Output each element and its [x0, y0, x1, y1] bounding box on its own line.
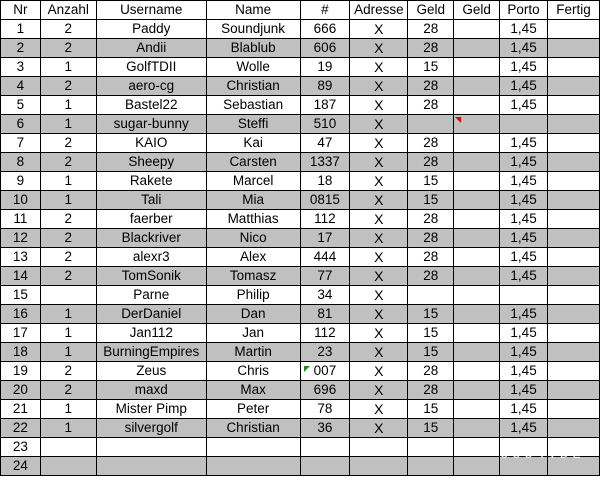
- cell-geld2[interactable]: [454, 153, 500, 172]
- cell-nr[interactable]: 9: [1, 172, 41, 191]
- cell-geld2[interactable]: [454, 191, 500, 210]
- cell-name[interactable]: Christian: [206, 77, 300, 96]
- cell-geld2[interactable]: [454, 267, 500, 286]
- cell-geld2[interactable]: [454, 419, 500, 438]
- table-row: [1, 134, 600, 153]
- column-header-anzahl[interactable]: Anzahl: [40, 1, 96, 20]
- cell-geld[interactable]: 15: [408, 419, 454, 438]
- cell-geld2[interactable]: [454, 20, 500, 39]
- cell-name[interactable]: Max: [206, 381, 300, 400]
- cell-hash[interactable]: 112: [300, 210, 350, 229]
- cell-name[interactable]: Martin: [206, 343, 300, 362]
- cell-porto[interactable]: 1,45: [500, 400, 548, 419]
- cell-hash[interactable]: 78: [300, 400, 350, 419]
- cell-username[interactable]: Zeus: [96, 362, 206, 381]
- cell-geld[interactable]: 28: [408, 229, 454, 248]
- cell-name[interactable]: Sebastian: [206, 96, 300, 115]
- cell-geld[interactable]: 28: [408, 248, 454, 267]
- column-header-geld[interactable]: Geld: [408, 1, 454, 20]
- cell-geld2[interactable]: [454, 229, 500, 248]
- cell-porto[interactable]: 1,45: [500, 362, 548, 381]
- cell-hash[interactable]: 1337: [300, 153, 350, 172]
- cell-fertig[interactable]: [548, 58, 600, 77]
- cell-adresse[interactable]: X: [350, 248, 408, 267]
- cell-nr[interactable]: 7: [1, 134, 41, 153]
- cell-adresse[interactable]: X: [350, 134, 408, 153]
- cell-geld2[interactable]: [454, 286, 500, 305]
- cell-name[interactable]: Matthias: [206, 210, 300, 229]
- cell-geld2[interactable]: [454, 58, 500, 77]
- cell-anzahl[interactable]: 1: [40, 58, 96, 77]
- cell-geld2[interactable]: [454, 343, 500, 362]
- cell-nr[interactable]: 2: [1, 39, 41, 58]
- cell-hash[interactable]: 34: [300, 286, 350, 305]
- cell-anzahl[interactable]: 2: [40, 134, 96, 153]
- cell-fertig[interactable]: [548, 210, 600, 229]
- cell-anzahl[interactable]: [40, 286, 96, 305]
- cell-adresse[interactable]: X: [350, 419, 408, 438]
- cell-adresse[interactable]: X: [350, 229, 408, 248]
- cell-geld2[interactable]: [454, 210, 500, 229]
- cell-username[interactable]: maxd: [96, 381, 206, 400]
- cell-adresse[interactable]: X: [350, 267, 408, 286]
- table-row: [1, 267, 600, 286]
- cell-geld[interactable]: 15: [408, 400, 454, 419]
- cell-adresse[interactable]: X: [350, 362, 408, 381]
- cell-username[interactable]: Blackriver: [96, 229, 206, 248]
- cell-anzahl[interactable]: 2: [40, 248, 96, 267]
- cell-hash[interactable]: 112: [300, 324, 350, 343]
- cell-adresse[interactable]: [350, 438, 408, 457]
- cell-hash[interactable]: 23: [300, 343, 350, 362]
- cell-hash[interactable]: 81: [300, 305, 350, 324]
- cell-username[interactable]: [96, 457, 206, 476]
- cell-nr[interactable]: 21: [1, 400, 41, 419]
- cell-nr[interactable]: 1: [1, 20, 41, 39]
- cell-username[interactable]: [96, 438, 206, 457]
- column-header-porto[interactable]: Porto: [500, 1, 548, 20]
- cell-nr[interactable]: 19: [1, 362, 41, 381]
- cell-username[interactable]: Andii: [96, 39, 206, 58]
- cell-hash[interactable]: 19: [300, 58, 350, 77]
- cell-adresse[interactable]: [350, 457, 408, 476]
- cell-geld[interactable]: [408, 286, 454, 305]
- cell-nr[interactable]: 8: [1, 153, 41, 172]
- cell-geld[interactable]: 28: [408, 267, 454, 286]
- cell-geld2[interactable]: [454, 248, 500, 267]
- table-body: [1, 20, 600, 476]
- cell-anzahl[interactable]: 2: [40, 381, 96, 400]
- cell-name[interactable]: Christian: [206, 419, 300, 438]
- table-row: [1, 96, 600, 115]
- cell-hash[interactable]: 77: [300, 267, 350, 286]
- table-row: [1, 153, 600, 172]
- cell-geld2[interactable]: [454, 438, 500, 457]
- cell-nr[interactable]: 23: [1, 438, 41, 457]
- cell-porto[interactable]: 1,45: [500, 77, 548, 96]
- cell-anzahl[interactable]: 1: [40, 96, 96, 115]
- table-row: [1, 343, 600, 362]
- column-header-hash[interactable]: #: [300, 1, 350, 20]
- cell-hash[interactable]: 187: [300, 96, 350, 115]
- cell-anzahl[interactable]: 2: [40, 39, 96, 58]
- cell-name[interactable]: Soundjunk: [206, 20, 300, 39]
- cell-adresse[interactable]: X: [350, 39, 408, 58]
- cell-username[interactable]: alexr3: [96, 248, 206, 267]
- cell-porto[interactable]: 1,45: [500, 210, 548, 229]
- cell-nr[interactable]: 14: [1, 267, 41, 286]
- cell-porto[interactable]: [500, 115, 548, 134]
- cell-geld[interactable]: 28: [408, 96, 454, 115]
- cell-anzahl[interactable]: 2: [40, 267, 96, 286]
- cell-porto[interactable]: 1,45: [500, 324, 548, 343]
- cell-geld[interactable]: 15: [408, 324, 454, 343]
- cell-porto[interactable]: [500, 286, 548, 305]
- cell-name[interactable]: Jan: [206, 324, 300, 343]
- header-row: [1, 1, 600, 20]
- cell-geld2[interactable]: [454, 172, 500, 191]
- table-row: [1, 419, 600, 438]
- cell-fertig[interactable]: [548, 77, 600, 96]
- cell-adresse[interactable]: X: [350, 20, 408, 39]
- cell-hash[interactable]: 606: [300, 39, 350, 58]
- cell-username[interactable]: BurningEmpires: [96, 343, 206, 362]
- column-header-adresse[interactable]: Adresse: [350, 1, 408, 20]
- cell-anzahl[interactable]: [40, 457, 96, 476]
- cell-fertig[interactable]: [548, 324, 600, 343]
- column-header-nr[interactable]: Nr: [1, 1, 41, 20]
- cell-porto[interactable]: 1,45: [500, 134, 548, 153]
- cell-nr[interactable]: 17: [1, 324, 41, 343]
- table-row: [1, 172, 600, 191]
- cell-name[interactable]: Nico: [206, 229, 300, 248]
- cell-adresse[interactable]: X: [350, 115, 408, 134]
- cell-geld[interactable]: 28: [408, 210, 454, 229]
- cell-username[interactable]: Sheepy: [96, 153, 206, 172]
- cell-nr[interactable]: 6: [1, 115, 41, 134]
- cell-hash[interactable]: 007: [300, 362, 350, 381]
- cell-porto[interactable]: 1,45: [500, 96, 548, 115]
- cell-nr[interactable]: 20: [1, 381, 41, 400]
- cell-fertig[interactable]: [548, 400, 600, 419]
- cell-geld[interactable]: 28: [408, 362, 454, 381]
- cell-porto[interactable]: 1,45: [500, 153, 548, 172]
- cell-name[interactable]: Philip: [206, 286, 300, 305]
- cell-nr[interactable]: 3: [1, 58, 41, 77]
- cell-nr[interactable]: 18: [1, 343, 41, 362]
- table-row: [1, 20, 600, 39]
- cell-porto[interactable]: 1,45: [500, 58, 548, 77]
- cell-geld2[interactable]: [454, 400, 500, 419]
- table-row: [1, 381, 600, 400]
- cell-porto[interactable]: 1,45: [500, 343, 548, 362]
- cell-hash[interactable]: 89: [300, 77, 350, 96]
- cell-geld[interactable]: 15: [408, 172, 454, 191]
- cell-nr[interactable]: 16: [1, 305, 41, 324]
- cell-fertig[interactable]: [548, 381, 600, 400]
- cell-username[interactable]: aero-cg: [96, 77, 206, 96]
- cell-anzahl[interactable]: 1: [40, 343, 96, 362]
- comment-marker-green[interactable]: [304, 366, 310, 372]
- cell-hash[interactable]: 47: [300, 134, 350, 153]
- cell-hash[interactable]: [300, 438, 350, 457]
- cell-geld2[interactable]: [454, 381, 500, 400]
- cell-fertig[interactable]: [548, 343, 600, 362]
- table-row: [1, 58, 600, 77]
- cell-adresse[interactable]: X: [350, 96, 408, 115]
- cell-adresse[interactable]: X: [350, 286, 408, 305]
- cell-username[interactable]: Bastel22: [96, 96, 206, 115]
- cell-anzahl[interactable]: 1: [40, 191, 96, 210]
- cell-hash[interactable]: 36: [300, 419, 350, 438]
- cell-hash[interactable]: 666: [300, 20, 350, 39]
- cell-hash[interactable]: 510: [300, 115, 350, 134]
- table-row: [1, 400, 600, 419]
- table-row: [1, 248, 600, 267]
- cell-hash[interactable]: 0815: [300, 191, 350, 210]
- table-row: [1, 191, 600, 210]
- column-header-fertig[interactable]: Fertig: [548, 1, 600, 20]
- cell-porto[interactable]: 1,45: [500, 39, 548, 58]
- cell-fertig[interactable]: [548, 134, 600, 153]
- cell-geld2[interactable]: [454, 305, 500, 324]
- cell-geld[interactable]: 15: [408, 191, 454, 210]
- cell-geld2[interactable]: [454, 362, 500, 381]
- cell-fertig[interactable]: [548, 39, 600, 58]
- cell-fertig[interactable]: [548, 153, 600, 172]
- cell-porto[interactable]: 1,45: [500, 381, 548, 400]
- cell-porto[interactable]: 1,45: [500, 172, 548, 191]
- cell-hash[interactable]: [300, 457, 350, 476]
- cell-username[interactable]: Rakete: [96, 172, 206, 191]
- cell-name[interactable]: Steffi: [206, 115, 300, 134]
- cell-anzahl[interactable]: 1: [40, 305, 96, 324]
- cell-anzahl[interactable]: 2: [40, 210, 96, 229]
- cell-geld[interactable]: 28: [408, 39, 454, 58]
- cell-anzahl[interactable]: 1: [40, 419, 96, 438]
- cell-geld[interactable]: 15: [408, 305, 454, 324]
- cell-adresse[interactable]: X: [350, 210, 408, 229]
- cell-geld2[interactable]: [454, 77, 500, 96]
- cell-geld[interactable]: 28: [408, 77, 454, 96]
- cell-fertig[interactable]: [548, 248, 600, 267]
- column-header-name[interactable]: Name: [206, 1, 300, 20]
- cell-porto[interactable]: 1,45: [500, 248, 548, 267]
- cell-fertig[interactable]: [548, 305, 600, 324]
- cell-geld2[interactable]: [454, 96, 500, 115]
- cell-porto[interactable]: 1,45: [500, 267, 548, 286]
- cell-username[interactable]: GolfTDII: [96, 58, 206, 77]
- table-row: [1, 210, 600, 229]
- cell-adresse[interactable]: X: [350, 381, 408, 400]
- cell-nr[interactable]: 13: [1, 248, 41, 267]
- table-row: [1, 305, 600, 324]
- cell-nr[interactable]: 24: [1, 457, 41, 476]
- cell-porto[interactable]: 1,45: [500, 305, 548, 324]
- cell-adresse[interactable]: X: [350, 191, 408, 210]
- cell-geld[interactable]: 15: [408, 58, 454, 77]
- cell-geld2[interactable]: [454, 39, 500, 58]
- cell-adresse[interactable]: X: [350, 153, 408, 172]
- cell-fertig[interactable]: [548, 229, 600, 248]
- cell-geld2[interactable]: [454, 457, 500, 476]
- watermark: OOO4.DE: [499, 444, 584, 462]
- cell-geld[interactable]: 28: [408, 134, 454, 153]
- cell-fertig[interactable]: [548, 267, 600, 286]
- table-row: [1, 39, 600, 58]
- cell-fertig[interactable]: [548, 115, 600, 134]
- cell-hash[interactable]: 17: [300, 229, 350, 248]
- cell-name[interactable]: Kai: [206, 134, 300, 153]
- cell-username[interactable]: Mister Pimp: [96, 400, 206, 419]
- cell-name[interactable]: [206, 438, 300, 457]
- column-header-geld2[interactable]: Geld: [454, 1, 500, 20]
- cell-adresse[interactable]: X: [350, 77, 408, 96]
- cell-name[interactable]: Peter: [206, 400, 300, 419]
- cell-fertig[interactable]: [548, 286, 600, 305]
- cell-anzahl[interactable]: 2: [40, 20, 96, 39]
- cell-username[interactable]: Paddy: [96, 20, 206, 39]
- cell-username[interactable]: silvergolf: [96, 419, 206, 438]
- cell-anzahl[interactable]: 1: [40, 115, 96, 134]
- cell-name[interactable]: Tomasz: [206, 267, 300, 286]
- cell-username[interactable]: TomSonik: [96, 267, 206, 286]
- cell-hash[interactable]: 696: [300, 381, 350, 400]
- cell-fertig[interactable]: [548, 191, 600, 210]
- cell-geld[interactable]: [408, 457, 454, 476]
- cell-name[interactable]: Alex: [206, 248, 300, 267]
- cell-hash[interactable]: 444: [300, 248, 350, 267]
- cell-username[interactable]: faerber: [96, 210, 206, 229]
- table-row: [1, 362, 600, 381]
- cell-anzahl[interactable]: 1: [40, 400, 96, 419]
- cell-fertig[interactable]: [548, 96, 600, 115]
- cell-anzahl[interactable]: 2: [40, 362, 96, 381]
- cell-name[interactable]: Dan: [206, 305, 300, 324]
- cell-fertig[interactable]: [548, 172, 600, 191]
- cell-nr[interactable]: 10: [1, 191, 41, 210]
- cell-fertig[interactable]: [548, 362, 600, 381]
- cell-name[interactable]: Mia: [206, 191, 300, 210]
- table-row: [1, 115, 600, 134]
- table-row: [1, 324, 600, 343]
- comment-marker-red[interactable]: [455, 117, 461, 123]
- cell-porto[interactable]: 1,45: [500, 191, 548, 210]
- cell-username[interactable]: sugar-bunny: [96, 115, 206, 134]
- cell-geld2[interactable]: [454, 134, 500, 153]
- cell-name[interactable]: Chris: [206, 362, 300, 381]
- cell-hash[interactable]: 18: [300, 172, 350, 191]
- cell-adresse[interactable]: X: [350, 305, 408, 324]
- cell-nr[interactable]: 15: [1, 286, 41, 305]
- cell-username[interactable]: Tali: [96, 191, 206, 210]
- cell-porto[interactable]: 1,45: [500, 419, 548, 438]
- cell-fertig[interactable]: [548, 20, 600, 39]
- cell-nr[interactable]: 5: [1, 96, 41, 115]
- cell-name[interactable]: Carsten: [206, 153, 300, 172]
- cell-geld2[interactable]: [454, 324, 500, 343]
- cell-name[interactable]: Blablub: [206, 39, 300, 58]
- cell-fertig[interactable]: [548, 419, 600, 438]
- cell-anzahl[interactable]: [40, 438, 96, 457]
- cell-adresse[interactable]: X: [350, 324, 408, 343]
- cell-geld[interactable]: [408, 438, 454, 457]
- cell-name[interactable]: [206, 457, 300, 476]
- cell-nr[interactable]: 4: [1, 77, 41, 96]
- table-row: [1, 77, 600, 96]
- cell-adresse[interactable]: X: [350, 172, 408, 191]
- table-row: [1, 229, 600, 248]
- cell-username[interactable]: Parne: [96, 286, 206, 305]
- cell-geld[interactable]: 28: [408, 381, 454, 400]
- cell-anzahl[interactable]: 1: [40, 172, 96, 191]
- cell-geld[interactable]: [408, 115, 454, 134]
- cell-nr[interactable]: 22: [1, 419, 41, 438]
- cell-anzahl[interactable]: 2: [40, 153, 96, 172]
- cell-geld[interactable]: 28: [408, 153, 454, 172]
- cell-username[interactable]: DerDaniel: [96, 305, 206, 324]
- table-row: [1, 286, 600, 305]
- cell-name[interactable]: Marcel: [206, 172, 300, 191]
- cell-nr[interactable]: 12: [1, 229, 41, 248]
- cell-anzahl[interactable]: 2: [40, 229, 96, 248]
- cell-geld[interactable]: 15: [408, 343, 454, 362]
- cell-porto[interactable]: 1,45: [500, 20, 548, 39]
- cell-name[interactable]: Wolle: [206, 58, 300, 77]
- column-header-username[interactable]: Username: [96, 1, 206, 20]
- cell-adresse[interactable]: X: [350, 343, 408, 362]
- cell-anzahl[interactable]: 1: [40, 324, 96, 343]
- cell-geld[interactable]: 28: [408, 20, 454, 39]
- cell-anzahl[interactable]: 2: [40, 77, 96, 96]
- cell-username[interactable]: Jan112: [96, 324, 206, 343]
- cell-porto[interactable]: 1,45: [500, 229, 548, 248]
- cell-adresse[interactable]: X: [350, 58, 408, 77]
- cell-username[interactable]: KAIO: [96, 134, 206, 153]
- cell-nr[interactable]: 11: [1, 210, 41, 229]
- cell-adresse[interactable]: X: [350, 400, 408, 419]
